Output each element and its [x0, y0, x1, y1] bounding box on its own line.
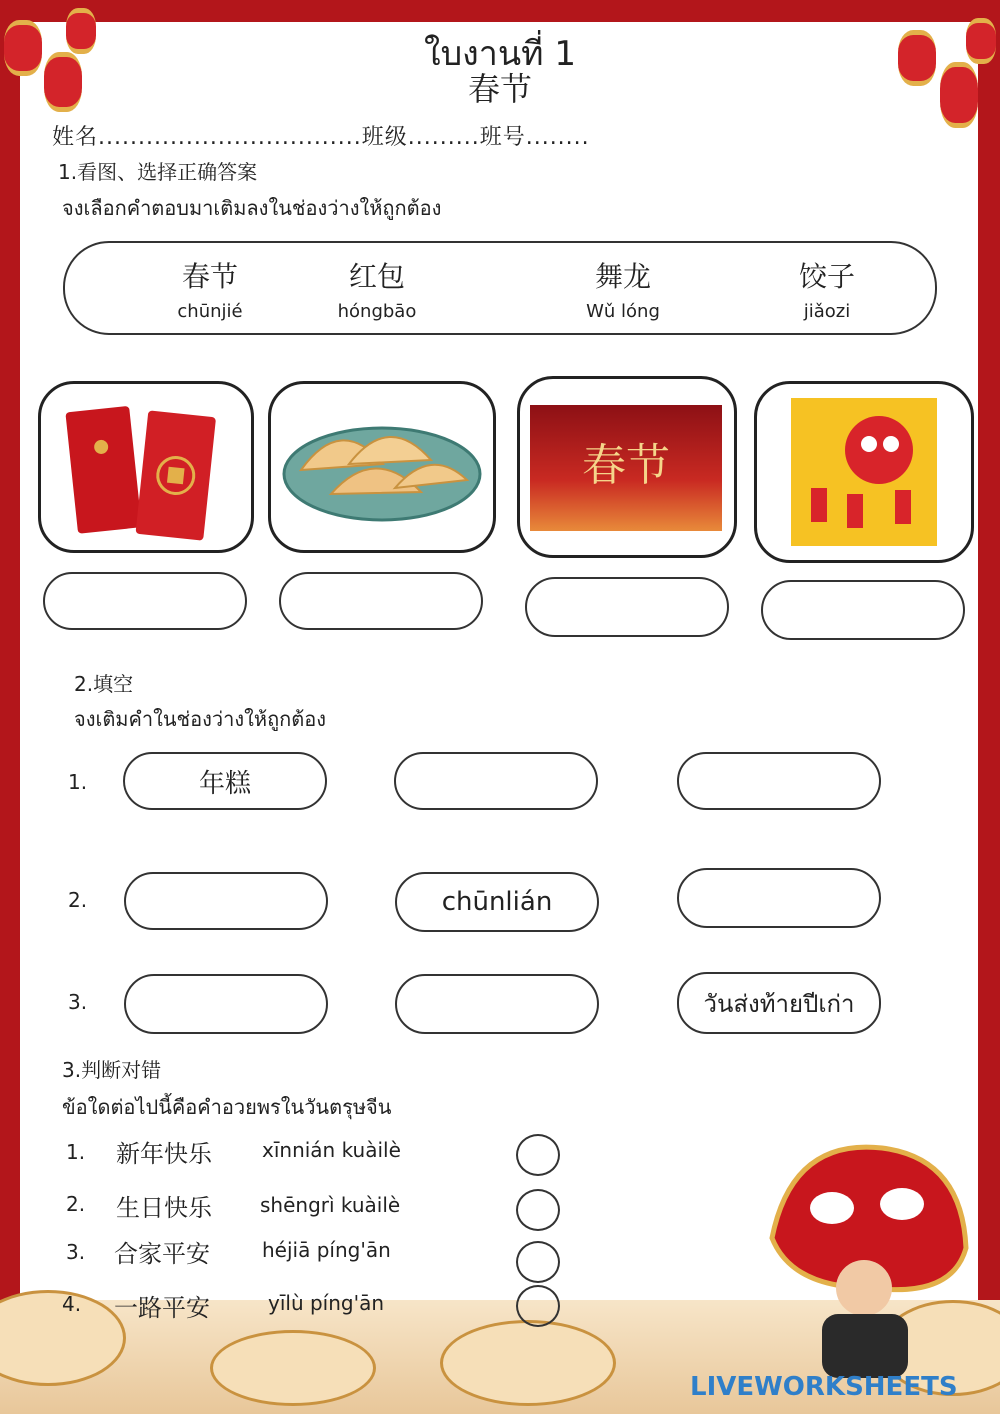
greeting-hanzi: 生日快乐: [116, 1194, 212, 1222]
item-number: 3.: [66, 1240, 86, 1264]
answer-field-3[interactable]: [525, 577, 729, 637]
word-bank-item: [130, 255, 290, 322]
fill-cell-1-3[interactable]: [677, 752, 881, 810]
greeting-pinyin: héjiā píng'ān: [262, 1238, 391, 1262]
section2-heading: 2.填空: [74, 672, 134, 696]
word-hanzi: 饺子: [798, 260, 855, 293]
fill-cell-3-3: วันส่งท้ายปีเก่า: [677, 972, 881, 1034]
answer-field-1[interactable]: [43, 572, 247, 630]
cloud-icon: [440, 1320, 616, 1406]
picture-card-dragon-dance: [754, 381, 974, 563]
word-pinyin: Wǔ lóng: [586, 301, 660, 322]
picture-card-dumplings: [268, 381, 496, 553]
row-number: 3.: [68, 990, 88, 1014]
fill-cell-2-3[interactable]: [677, 868, 881, 928]
dumplings-icon: [271, 384, 493, 550]
worksheet-title: ใบงานที่ 1: [424, 34, 576, 74]
fill-cell-2-2: chūnlián: [395, 872, 599, 932]
section2-instruction: จงเติมคำในช่องว่างให้ถูกต้อง: [74, 707, 327, 731]
picture-card-spring-festival: [517, 376, 737, 558]
word-bank-item: [747, 255, 907, 322]
word-bank-item: [297, 255, 457, 322]
red-envelope-icon: [41, 384, 251, 550]
answer-circle-1[interactable]: [516, 1134, 560, 1176]
fill-cell-3-2[interactable]: [395, 974, 599, 1034]
image-caption: 春节: [582, 440, 670, 491]
greeting-hanzi: 合家平安: [114, 1240, 210, 1268]
dragon-dance-image: [791, 398, 937, 546]
answer-field-2[interactable]: [279, 572, 483, 630]
row-number: 2.: [68, 888, 88, 912]
answer-circle-2[interactable]: [516, 1189, 560, 1231]
fill-cell-1-2[interactable]: [394, 752, 598, 810]
liveworksheets-logo: LIVEWORKSHEETS: [690, 1372, 958, 1402]
item-number: 2.: [66, 1192, 86, 1216]
word-hanzi: 舞龙: [594, 260, 651, 293]
cloud-icon: [210, 1330, 376, 1406]
answer-circle-3[interactable]: [516, 1241, 560, 1283]
row-number: 1.: [68, 770, 88, 794]
fill-cell-1-1: 年糕: [123, 752, 327, 810]
section3-heading: 3.判断对错: [62, 1058, 162, 1082]
word-bank: [63, 241, 937, 335]
word-pinyin: jiǎozi: [803, 301, 851, 322]
word-hanzi: 红包: [348, 260, 405, 293]
red-frame-top: [0, 0, 1000, 22]
greeting-hanzi: 一路平安: [114, 1294, 210, 1322]
item-number: 1.: [66, 1140, 86, 1164]
item-number: 4.: [62, 1292, 82, 1316]
section1-instruction: จงเลือกคำตอบมาเติมลงในช่องว่างให้ถูกต้อง: [62, 196, 442, 220]
word-hanzi: 春节: [181, 260, 238, 293]
word-pinyin: chūnjié: [177, 301, 243, 322]
red-frame-left: [0, 0, 20, 1414]
name-class-line: 姓名.................................班级.........班号........: [52, 125, 590, 150]
answer-field-4[interactable]: [761, 580, 965, 640]
answer-circle-4[interactable]: [516, 1285, 560, 1327]
word-bank-item: [543, 255, 703, 322]
fill-cell-2-1[interactable]: [124, 872, 328, 930]
greeting-pinyin: shēngrì kuàilè: [260, 1193, 401, 1217]
spring-festival-image: [530, 405, 722, 531]
worksheet-subtitle: 春节: [467, 70, 532, 108]
section3-instruction: ข้อใดต่อไปนี้คือคำอวยพรในวันตรุษจีน: [62, 1095, 392, 1119]
red-frame-right: [978, 0, 1000, 1414]
lion-dance-icon: [752, 1128, 978, 1378]
greeting-hanzi: 新年快乐: [116, 1140, 212, 1168]
section1-heading: 1.看图、选择正确答案: [58, 160, 258, 184]
fill-cell-3-1[interactable]: [124, 974, 328, 1034]
picture-card-red-envelope: [38, 381, 254, 553]
greeting-pinyin: yīlù píng'ān: [268, 1291, 385, 1315]
greeting-pinyin: xīnnián kuàilè: [262, 1138, 401, 1162]
dragon-head-icon: [791, 398, 937, 546]
word-pinyin: hóngbāo: [337, 301, 417, 322]
